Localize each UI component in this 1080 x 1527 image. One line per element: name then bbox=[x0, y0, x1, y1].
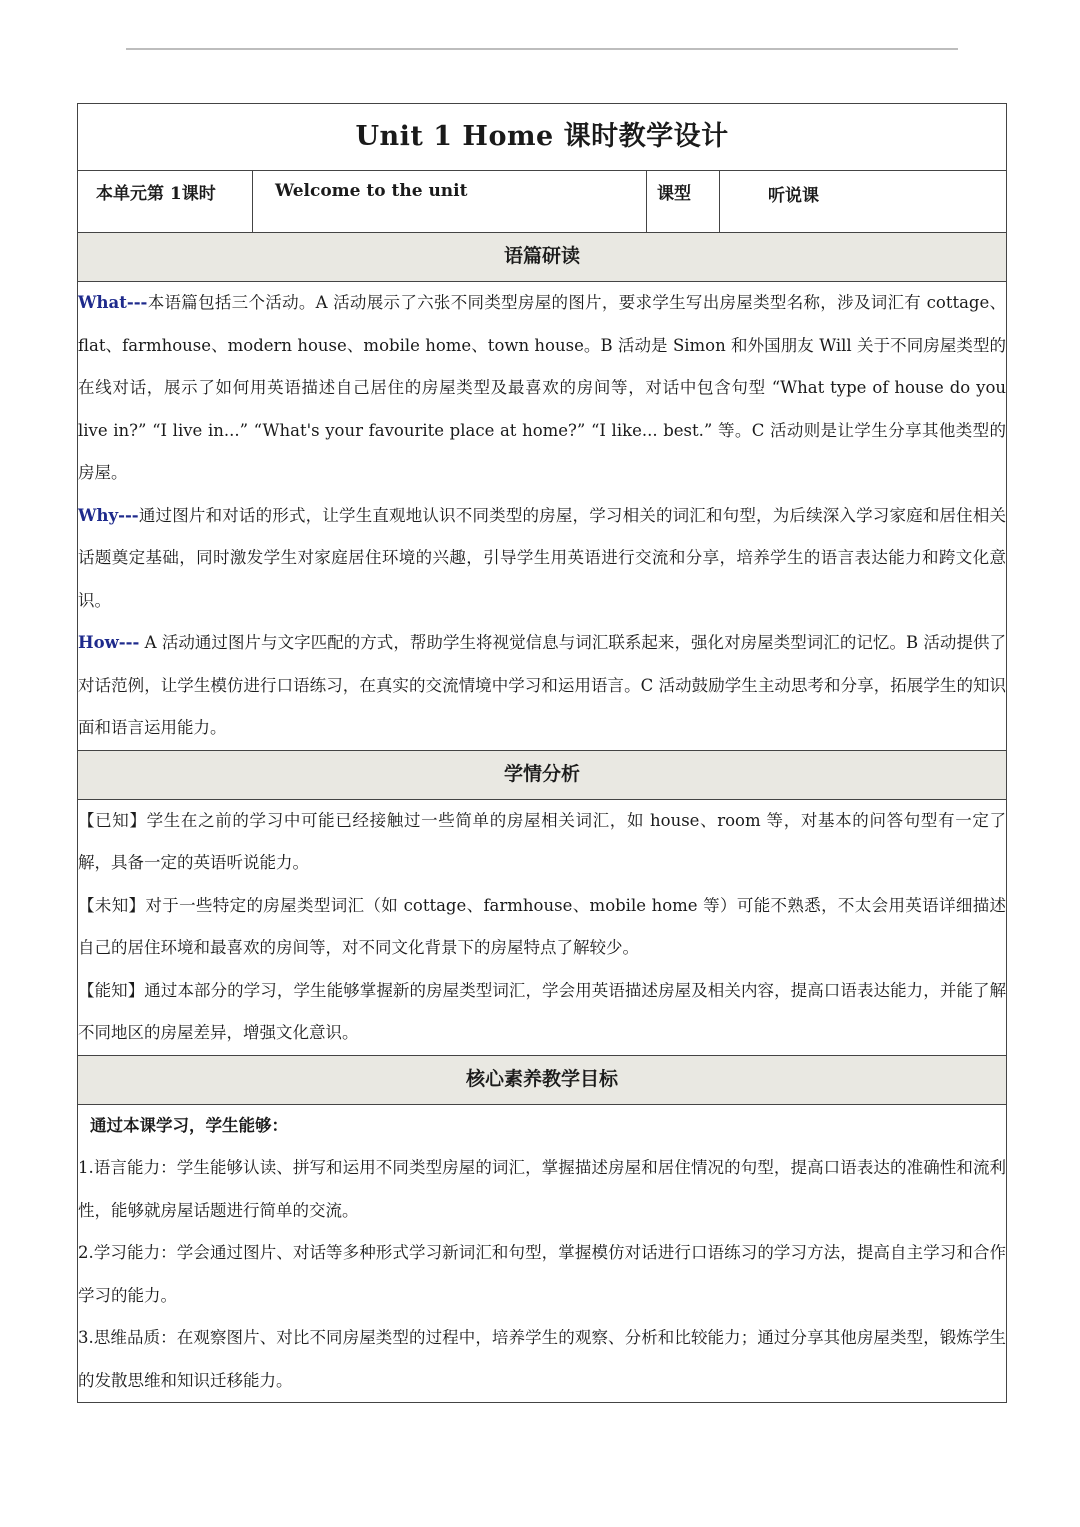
why-label: Why--- bbox=[78, 505, 139, 525]
lesson-type-value: 听说课 bbox=[720, 171, 1007, 233]
lesson-type-label: 课型 bbox=[647, 171, 720, 233]
objective-item: 2.学习能力：学会通过图片、对话等多种形式学习新词汇和句型，掌握模仿对话进行口语练习的学习方法，提高自主学习和合作学习的能力。 bbox=[78, 1243, 1007, 1305]
text-study-body bbox=[78, 282, 1007, 751]
objectives-lead: 通过本课学习，学生能够： bbox=[90, 1115, 288, 1135]
page-title: Unit 1 Home 课时教学设计 bbox=[78, 104, 1007, 171]
lesson-plan-table bbox=[77, 103, 1007, 1403]
objective-item: 3.思维品质：在观察图片、对比不同房屋类型的过程中，培养学生的观察、分析和比较能力；通过分享其他房屋类型，锻炼学生的发散思维和知识迁移能力。 bbox=[78, 1328, 1007, 1390]
how-text: A 活动通过图片与文字匹配的方式，帮助学生将视觉信息与词汇联系起来，强化对房屋类型词汇的记忆。B 活动提供了对话范例，让学生模仿进行口语练习，在真实的交流情境中学习和运用语言。C 活动鼓励学生主动思考和分享，拓展学生的知识面和语言运用能力。 bbox=[78, 633, 1007, 737]
section-heading-objectives: 核心素养教学目标 bbox=[78, 1055, 1007, 1104]
what-paragraph bbox=[78, 282, 1006, 495]
section-heading-text-study: 语篇研读 bbox=[78, 233, 1007, 282]
lesson-title: Welcome to the unit bbox=[253, 171, 647, 233]
how-paragraph bbox=[78, 622, 1006, 750]
able-paragraph: 【能知】通过本部分的学习，学生能够掌握新的房屋类型词汇，学会用英语描述房屋及相关内容，提高口语表达能力，并能了解不同地区的房屋差异，增强文化意识。 bbox=[78, 980, 1007, 1042]
why-text: 通过图片和对话的形式，让学生直观地认识不同类型的房屋，学习相关的词汇和句型，为后续深入学习家庭和居住相关话题奠定基础，同时激发学生对家庭居住环境的兴趣，引导学生用英语进行交流和分享，培养学生的语言表达能力和跨文化意识。 bbox=[78, 505, 1007, 610]
objectives-body bbox=[78, 1104, 1007, 1403]
lesson-number: 本单元第 1课时 bbox=[78, 171, 253, 233]
how-label: How--- bbox=[78, 633, 140, 652]
what-label: What--- bbox=[78, 293, 148, 312]
section-heading-learner-analysis: 学情分析 bbox=[78, 750, 1007, 799]
what-text: 本语篇包括三个活动。A 活动展示了六张不同类型房屋的图片，要求学生写出房屋类型名称，涉及词汇有 cottage、flat、farmhouse、modern house、mobile home、town house。B 活动是 Simon 和外国朋友 Will 关于不同房屋类型的在线对话，展示了如何用英语描述自己居住的房屋类型及最喜欢的房间等，对话中包含句型 “What type of house do you live in?” “I live in...” “What's your favourite place at home?” “I like... best.” 等。C 活动则是让学生分享其他类型的房屋。 bbox=[78, 293, 1007, 482]
unknown-paragraph: 【未知】对于一些特定的房屋类型词汇（如 cottage、farmhouse、mobile home 等）可能不熟悉，不太会用英语详细描述自己的居住环境和最喜欢的房间等，对不同文化背景下的房屋特点了解较少。 bbox=[78, 895, 1007, 957]
why-paragraph bbox=[78, 495, 1006, 623]
known-paragraph: 【已知】学生在之前的学习中可能已经接触过一些简单的房屋相关词汇，如 house、room 等，对基本的问答句型有一定了解，具备一定的英语听说能力。 bbox=[78, 810, 1007, 872]
top-divider bbox=[126, 48, 958, 50]
objective-item: 1.语言能力：学生能够认读、拼写和运用不同类型房屋的词汇，掌握描述房屋和居住情况的句型，提高口语表达的准确性和流利性，能够就房屋话题进行简单的交流。 bbox=[78, 1158, 1007, 1220]
learner-analysis-body bbox=[78, 799, 1007, 1055]
